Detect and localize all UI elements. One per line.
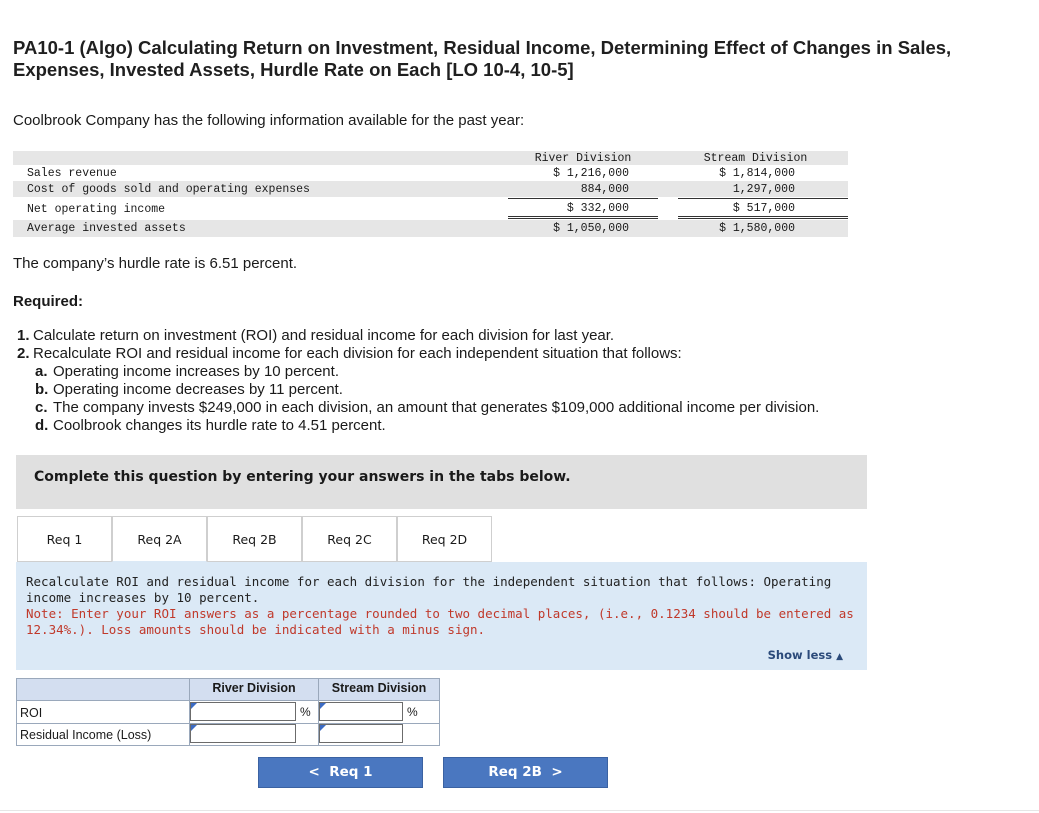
instruction-banner-text: Complete this question by entering your answers in the tabs below.	[34, 469, 571, 485]
row-label: Sales revenue	[27, 167, 117, 180]
required-heading: Required:	[13, 293, 84, 310]
row-label: Cost of goods sold and operating expenses	[27, 183, 310, 196]
river-value: $ 1,050,000	[553, 222, 629, 235]
tab-req-1[interactable]: Req 1	[17, 516, 112, 562]
tab-req-2a[interactable]: Req 2A	[112, 516, 207, 562]
tab-req-2b[interactable]: Req 2B	[207, 516, 302, 562]
double-underline	[678, 218, 848, 219]
financial-data-table	[13, 151, 848, 237]
row-label: Average invested assets	[27, 222, 186, 235]
panel-note: Note: Enter your ROI answers as a percentage rounded to two decimal places, (i.e., 0.1234 should be entered as 12.34%.). Loss amounts should be indicated with a minus sign.	[26, 606, 854, 637]
double-underline	[678, 216, 848, 217]
item-letter: d.	[35, 417, 49, 434]
row-label-residual-income: Residual Income (Loss)	[20, 728, 152, 742]
col-header-stream: Stream Division	[703, 152, 808, 165]
divider	[0, 810, 1039, 811]
prev-req-button[interactable]	[258, 757, 423, 788]
tab-req-2c[interactable]: Req 2C	[302, 516, 397, 562]
answer-table	[16, 678, 440, 746]
question-panel	[16, 562, 867, 670]
chevron-right-icon: >	[551, 764, 563, 780]
double-underline	[508, 216, 658, 217]
requirement-2: Recalculate ROI and residual income for each division for each independent situation that follows:	[33, 345, 682, 362]
item-letter: c.	[35, 399, 48, 416]
percent-sign: %	[407, 705, 418, 719]
row-label: Net operating income	[27, 203, 166, 216]
item-number: 1.	[17, 327, 30, 344]
tab-req-2d[interactable]: Req 2D	[397, 516, 492, 562]
item-letter: a.	[35, 363, 48, 380]
river-value: $ 1,216,000	[553, 167, 629, 180]
page-title: PA10-1 (Algo) Calculating Return on Investment, Residual Income, Determining Effect of Changes in Sales, Expenses, Invested Assets, Hurdle Rate on Each [LO 10-4, 10-5]	[13, 37, 952, 80]
river-roi-input[interactable]	[190, 702, 296, 721]
item-letter: b.	[35, 381, 49, 398]
stream-residual-income-input[interactable]	[319, 724, 403, 743]
stream-value: $ 517,000	[732, 202, 795, 215]
river-value: $ 332,000	[566, 202, 629, 215]
prev-req-label: Req 1	[329, 764, 373, 780]
col-header-stream: Stream Division	[331, 681, 427, 695]
next-req-button[interactable]	[443, 757, 608, 788]
stream-value: 1,297,000	[732, 183, 795, 196]
row-label-roi: ROI	[20, 706, 43, 720]
chevron-left-icon: <	[308, 764, 320, 780]
river-value: 884,000	[580, 183, 629, 196]
triangle-up-icon: ▲	[836, 652, 843, 662]
show-less-link[interactable]	[768, 648, 843, 662]
col-header-river: River Division	[534, 152, 632, 165]
col-header-river: River Division	[212, 681, 296, 695]
panel-instruction: Recalculate ROI and residual income for each division for the independent situation that follows: Operating income increases by 10 percent.	[26, 574, 832, 605]
stream-roi-input[interactable]	[319, 702, 403, 721]
percent-sign: %	[300, 705, 311, 719]
situation-b: Operating income decreases by 11 percent.	[53, 381, 343, 398]
underline	[678, 198, 848, 199]
situation-d: Coolbrook changes its hurdle rate to 4.51 percent.	[53, 417, 386, 434]
stream-value: $ 1,580,000	[719, 222, 795, 235]
intro-text: Coolbrook Company has the following information available for the past year:	[13, 112, 525, 129]
double-underline	[508, 218, 658, 219]
instruction-banner	[16, 455, 867, 509]
hurdle-rate-text: The company’s hurdle rate is 6.51 percent.	[13, 255, 298, 272]
river-residual-income-input[interactable]	[190, 724, 296, 743]
underline	[508, 198, 658, 199]
stream-value: $ 1,814,000	[719, 167, 795, 180]
situation-c: The company invests $249,000 in each division, an amount that generates $109,000 additional income per division.	[53, 399, 820, 416]
requirement-1: Calculate return on investment (ROI) and residual income for each division for last year.	[33, 327, 615, 344]
show-less-label: Show less	[767, 648, 833, 662]
item-number: 2.	[17, 345, 30, 362]
next-req-label: Req 2B	[488, 764, 542, 780]
situation-a: Operating income increases by 10 percent.	[53, 363, 339, 380]
